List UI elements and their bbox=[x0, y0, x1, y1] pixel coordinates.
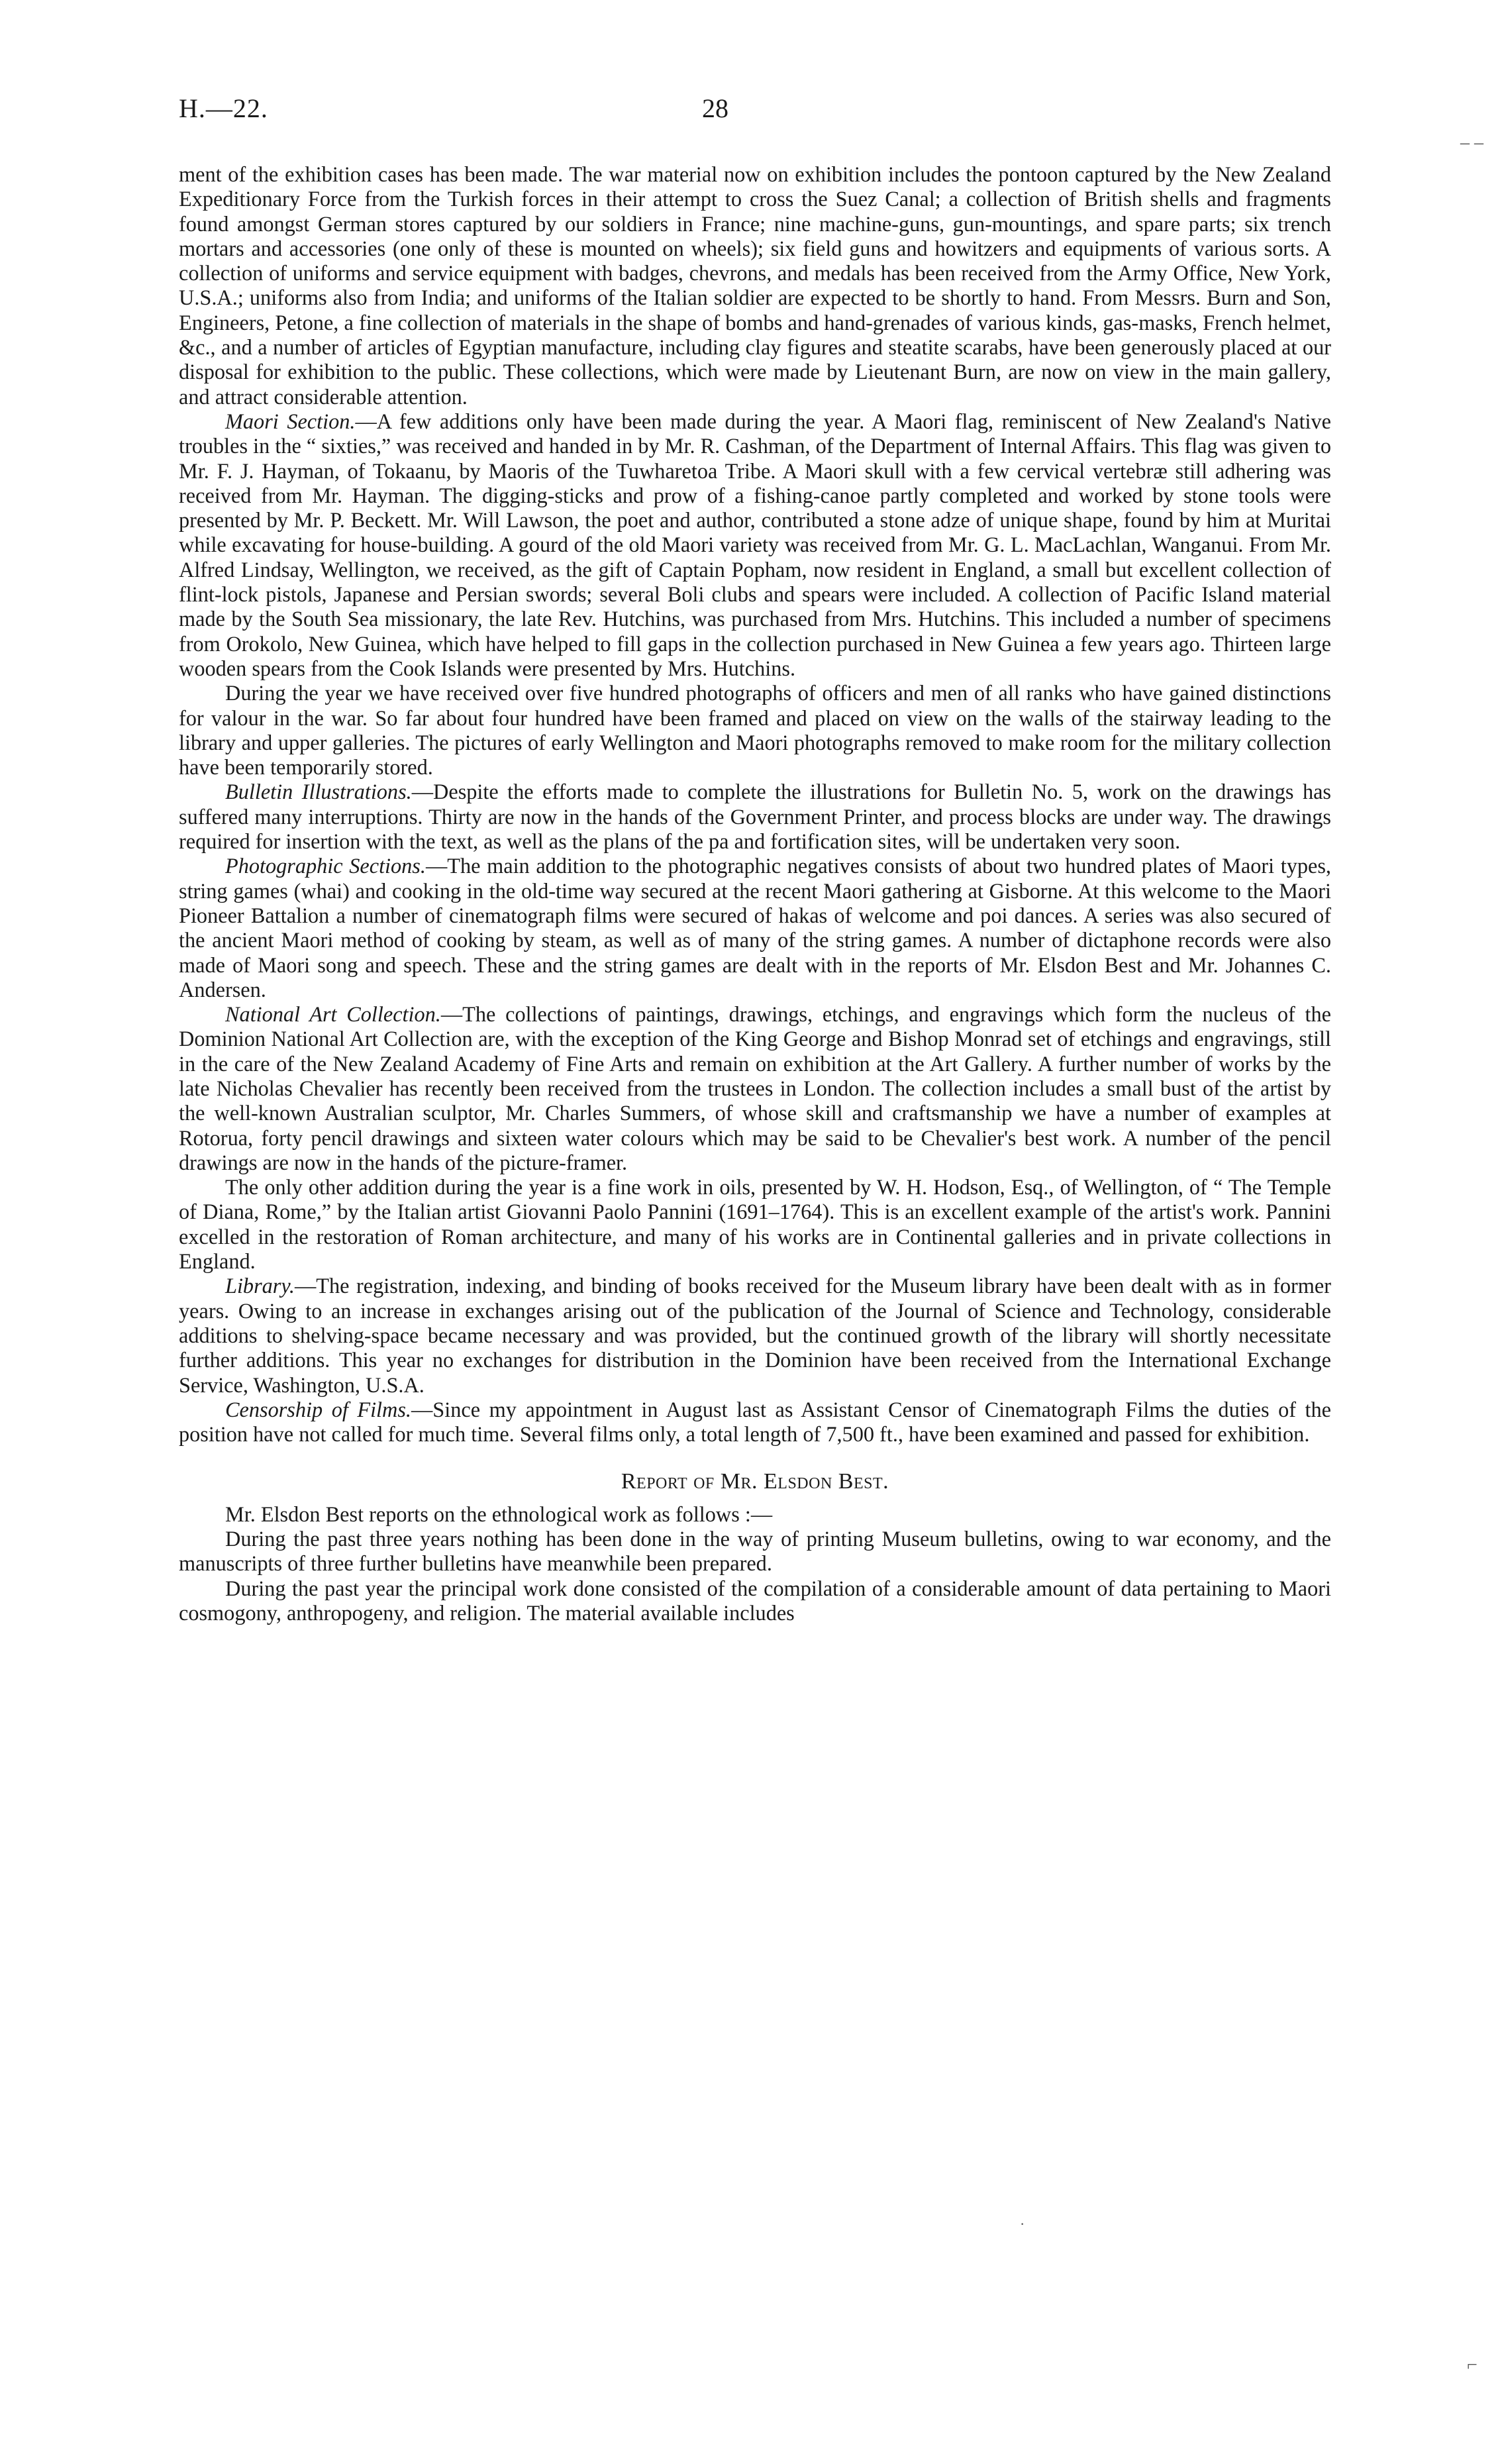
paragraph-photographs-of-officers: During the year we have received over five hundred photographs of officers and men of all ranks who have gained distinctions for valour in the war. So far about four hundred have been framed and placed on view on the walls of the stairway leading to the library and upper galleries. The pictures of early Wellington and Maori photographs removed to make room for the military collection have been temporarily stored. bbox=[179, 681, 1331, 780]
paragraph-oil-painting-addition: The only other addition during the year is a fine work in oils, presented by W. H. Hodson, Esq., of Wellington, of “ The Temple of Diana, Rome,” by the Italian artist Giovanni Paolo Pannini (1691–1764). This is an excellent example of the artist's work. Pannini excelled in the restoration of Roman architecture, and many of his works are in Continental galleries and in private collections in England. bbox=[179, 1175, 1331, 1274]
section-title-photographic: Photographic Sections. bbox=[225, 854, 426, 878]
section-title-bulletin: Bulletin Illustrations. bbox=[225, 780, 412, 804]
section-title-maori: Maori Section. bbox=[225, 409, 356, 433]
section-title-censorship: Censorship of Films. bbox=[225, 1397, 411, 1421]
page-header bbox=[179, 93, 1331, 132]
report-paragraph-bulletins: During the past three years nothing has been done in the way of printing Museum bulletins, owing to war economy, and the manuscripts of three further bulletins have meanwhile been prepared. bbox=[179, 1527, 1331, 1576]
report-paragraph-intro: Mr. Elsdon Best reports on the ethnological work as follows :— bbox=[225, 1502, 773, 1526]
paragraph-exhibition-cases: ment of the exhibition cases has been made. The war material now on exhibition includes the pontoon captured by the New Zealand Expeditionary Force from the Turkish forces in their attempt to cross the Suez Canal; a collection of British shells and fragments found amongst German stores captured by our soldiers in France; nine machine-guns, gun-mountings, and spare parts; six trench mortars and accessories (one only of these is mounted on wheels); six field guns and howitzers and equipments of various sorts. A collection of uniforms and service equipment with badges, chevrons, and medals has been received from the Army Office, New York, U.S.A.; uniforms also from India; and uniforms of the Italian soldier are expected to be shortly to hand. From Messrs. Burn and Son, Engineers, Petone, a fine collection of materials in the shape of bombs and hand-grenades of various kinds, gas-masks, French helmet, &c., and a number of articles of Egyptian manufacture, including clay figures and steatite scarabs, have been generously placed at our disposal for exhibition to the public. These collections, which were made by Lieutenant Burn, are now on view in the main gallery, and attract considerable attention. bbox=[179, 162, 1331, 409]
margin-mark-bottom-right: ⌐ bbox=[1467, 2355, 1477, 2375]
paragraph-censorship-of-films: Censorship of Films.—Since my appointment in August last as Assistant Censor of Cinematograph Films the duties of the position have not called for much time. Several films only, a total length of 7,500 ft., have been examined and passed for exhibition. bbox=[179, 1397, 1332, 1447]
section-title-national-art: National Art Collection. bbox=[225, 1002, 441, 1027]
document-reference: H.—22. bbox=[179, 93, 268, 123]
paragraph-national-art-collection: National Art Collection.—The collections of paintings, drawings, etchings, and engravings which form the nucleus of the Dominion National Art Collection are, with the exception of the King George and Bishop Monrad set of etchings and engravings, still in the care of the New Zealand Academy of Fine Arts and remain on exhibition at the Art Gallery. A further number of works by the late Nicholas Chevalier has recently been received from the trustees in London. The collection includes a small bust of the artist by the well-known Australian sculptor, Mr. Charles Summers, of whose skill and craftsmanship we have a number of examples at Rotorua, forty pencil drawings and sixteen water colours which may be said to be Chevalier's best work. A number of the pencil drawings are now in the hands of the picture-framer. bbox=[179, 1002, 1332, 1174]
stray-mark-bottom: · bbox=[1020, 2216, 1025, 2232]
paragraph-library: Library.—The registration, indexing, and binding of books received for the Museum library have been dealt with as in former years. Owing to an increase in exchanges arising out of the publication of the Journal of Science and Technology, considerable additions to shelving-space became necessary and was provided, but the continued growth of the library will shortly necessitate further additions. This year no exchanges for distribution in the Dominion have been received from the International Exchange Service, Washington, U.S.A. bbox=[179, 1274, 1331, 1397]
report-heading: Report of Mr. Elsdon Best. bbox=[621, 1469, 889, 1494]
body-text bbox=[179, 162, 1331, 1625]
section-title-library: Library. bbox=[225, 1274, 295, 1298]
paragraph-photographic-sections: Photographic Sections.—The main addition to the photographic negatives consists of about two hundred plates of Maori types, string games (whai) and cooking in the old-time way secured at the recent Maori gathering at Gisborne. At this welcome to the Maori Pioneer Battalion a number of cinematograph films were secured of hakas of welcome and poi dances. A series was also secured of the ancient Maori method of cooking by steam, as well as of many of the string games. A number of dictaphone records were also made of Maori song and speech. These and the string games are dealt with in the reports of Mr. Elsdon Best and Mr. Johannes C. Andersen. bbox=[179, 854, 1331, 1001]
report-paragraph-compilation: During the past year the principal work done consisted of the compilation of a considerable amount of data pertaining to Maori cosmogony, anthropogeny, and religion. The material available includes bbox=[179, 1576, 1331, 1625]
margin-mark-top-right: ‒ ‒ bbox=[1460, 132, 1483, 153]
page-number: 28 bbox=[702, 93, 728, 123]
paragraph-bulletin-illustrations: Bulletin Illustrations.—Despite the efforts made to complete the illustrations for Bulletin No. 5, work on the drawings has suffered many interruptions. Thirty are now in the hands of the Government Printer, and process blocks are under way. The drawings required for insertion with the text, as well as the plans of the pa and fortification sites, will be undertaken very soon. bbox=[179, 780, 1331, 854]
paragraph-maori-section: Maori Section.—A few additions only have been made during the year. A Maori flag, reminiscent of New Zealand's Native troubles in the “ sixties,” was received and handed in by Mr. R. Cashman, of the Department of Internal Affairs. This flag was given to Mr. F. J. Hayman, of Tokaanu, by Maoris of the Tuwharetoa Tribe. A Maori skull with a few cervical vertebræ still adhering was received from Mr. Hayman. The digging-sticks and prow of a fishing-canoe partly completed and worked by stone tools were presented by Mr. P. Beckett. Mr. Will Lawson, the poet and author, contributed a stone adze of unique shape, found by him at Muritai while excavating for house-building. A gourd of the old Maori variety was received from Mr. G. L. MacLachlan, Wanganui. From Mr. Alfred Lindsay, Wellington, we received, as the gift of Captain Popham, now resident in England, a small but excellent collection of flint-lock pistols, Japanese and Persian swords; several Boli clubs and spears were included. A collection of Pacific Island material made by the South Sea missionary, the late Rev. Hutchins, was purchased from Mrs. Hutchins. This included a number of specimens from Orokolo, New Guinea, which have helped to fill gaps in the collection purchased in New Guinea a few years ago. Thirteen large wooden spears from the Cook Islands were presented by Mrs. Hutchins. bbox=[179, 409, 1332, 680]
